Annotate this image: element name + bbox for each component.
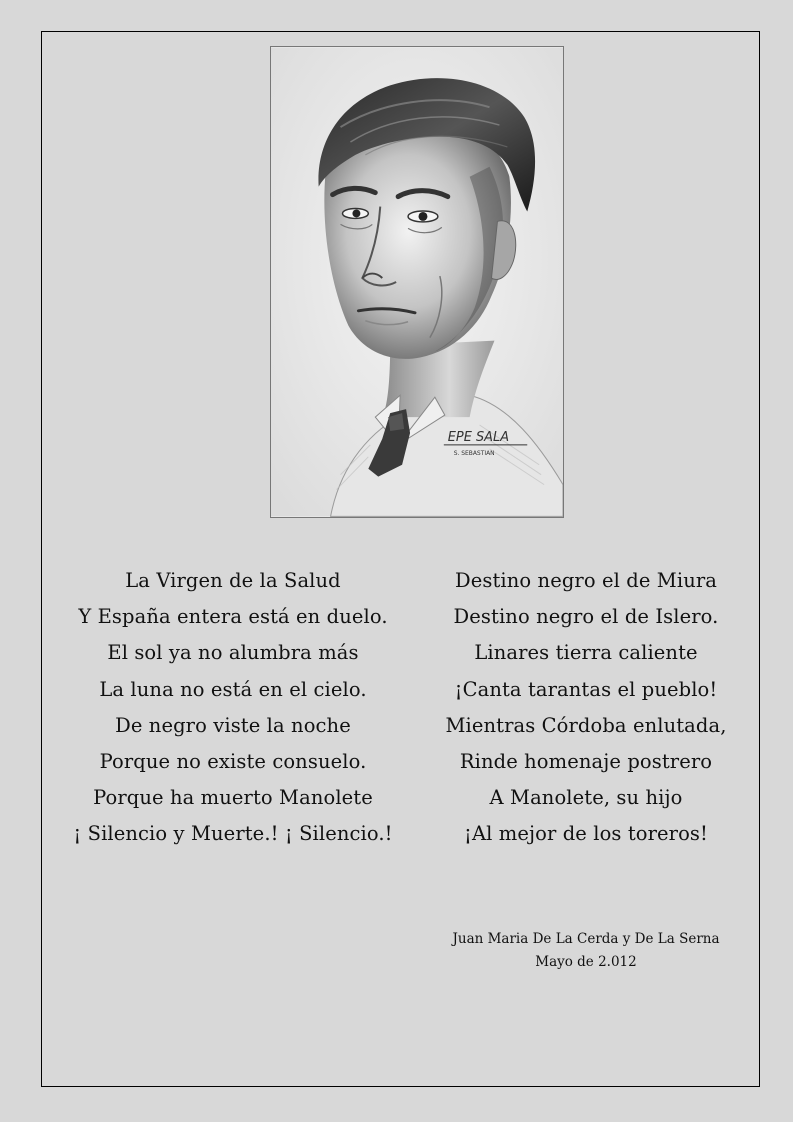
poem-line: Porque no existe consuelo. (99, 750, 367, 774)
author-name: Juan Maria De La Cerda y De La Serna (452, 931, 720, 947)
portrait-image (270, 46, 564, 518)
poem-line: Linares tierra caliente (474, 641, 698, 665)
poem-line: A Manolete, su hijo (489, 786, 683, 810)
portrait-drawing (271, 47, 563, 517)
poem-line: Mientras Córdoba enlutada, (445, 713, 727, 737)
poem-line: De negro viste la noche (115, 713, 351, 737)
poem-line: La luna no está en el cielo. (99, 677, 367, 701)
poem-line: La Virgen de la Salud (125, 569, 341, 592)
poem-line: Destino negro el de Miura (455, 569, 717, 592)
poem-left-stanza (63, 563, 403, 853)
artist-place: S. SEBASTIAN (453, 449, 495, 457)
poem-line: ¡Al mejor de los toreros! (464, 822, 708, 846)
poem-line: ¡Canta tarantas el pueblo! (454, 677, 718, 701)
poem-right-stanza (416, 563, 756, 853)
poem-line: El sol ya no alumbra más (107, 641, 359, 665)
poem-signature (416, 928, 756, 974)
poem-line: ¡ Silencio y Muerte.! ¡ Silencio.! (73, 822, 393, 846)
poem-line: Y España entera está en duelo. (78, 605, 388, 629)
poem-line: Porque ha muerto Manolete (93, 786, 373, 810)
poem-line: Destino negro el de Islero. (453, 605, 719, 629)
artist-mark: EPE SALA (447, 429, 510, 445)
signature-date: Mayo de 2.012 (535, 954, 637, 970)
poem-line: Rinde homenaje postrero (459, 750, 713, 774)
